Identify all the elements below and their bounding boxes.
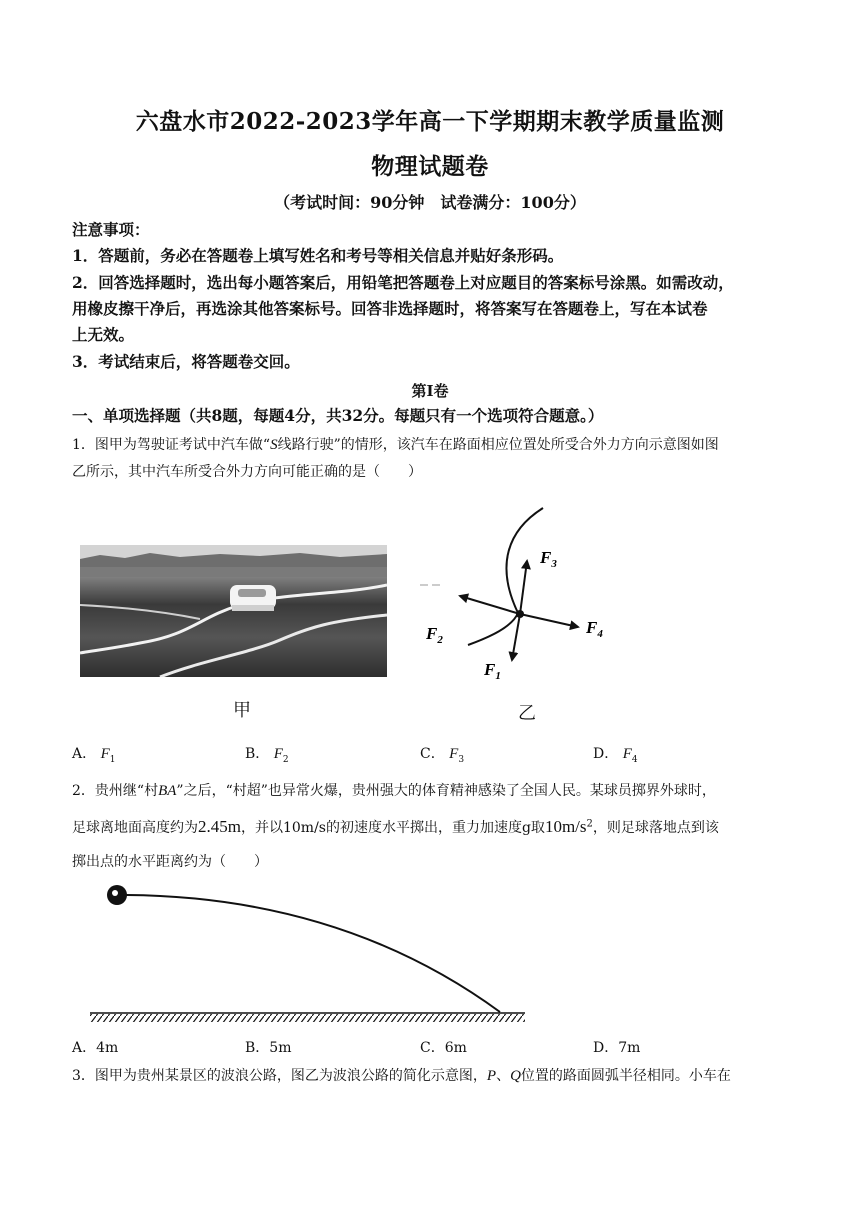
question-1-line-1: 1．图甲为驾驶证考试中汽车做“S线路行驶”的情形，该汽车在路面相应位置处所受合外力方向示意图如图 <box>72 437 719 453</box>
figure-caption-jia: 甲 <box>233 700 251 721</box>
force-f4-label: $F_4$ <box>586 618 603 640</box>
notice-item: 用橡皮擦干净后，再选涂其他答案标号。回答非选择题时，将答案写在答题卷上，写在本试卷 <box>72 299 708 318</box>
question-2-line-1: 2．贵州继“村BA”之后，“村超”也异常火爆，贵州强大的体育精神感染了全国人民。某球员掷界外球时， <box>72 783 716 799</box>
s-curve-path <box>468 508 543 645</box>
question-1-line-2: 乙所示，其中汽车所受合外力方向可能正确的是（ ） <box>72 464 422 480</box>
notice-item: 上无效。 <box>72 325 135 344</box>
force-f2-label: $F_2$ <box>426 624 443 646</box>
question-3-line-1: 3．图甲为贵州某景区的波浪公路，图乙为波浪公路的简化示意图，P、Q位置的路面圆弧半径相同。小车在 <box>72 1068 731 1084</box>
option-c: C． $F_3$ <box>420 746 465 765</box>
option-a: A．4m <box>72 1040 119 1056</box>
notice-item: 2．回答选择题时，选出每小题答案后，用铅笔把答题卷上对应题目的答案标号涂黑。如需改动， <box>72 273 734 292</box>
ground-hatch <box>90 1014 525 1022</box>
notice-item: 3．考试结束后，将答题卷交回。 <box>72 352 300 371</box>
option-b: B． $F_2$ <box>245 746 289 765</box>
option-c: C．6m <box>420 1040 467 1056</box>
trajectory-diagram <box>90 880 530 1025</box>
notice-item: 1．答题前，务必在答题卷上填写姓名和考号等相关信息并贴好条形码。 <box>72 246 564 265</box>
driving-test-photo <box>80 545 387 677</box>
option-d: D．7m <box>593 1040 641 1056</box>
paper-subtitle: 物理试题卷 <box>371 153 489 180</box>
force-diagram <box>420 505 620 690</box>
car-point <box>516 610 524 618</box>
notice-heading: 注意事项： <box>72 220 150 239</box>
option-a: A． $F_1$ <box>72 746 116 765</box>
page-title: 六盘水市2022-2023学年高一下学期期末教学质量监测 <box>135 108 725 135</box>
volume-label: 第I卷 <box>411 382 449 400</box>
option-d: D． $F_4$ <box>593 746 638 765</box>
section-heading: 一、单项选择题（共8题，每题4分，共32分。每题只有一个选项符合题意。） <box>72 406 604 425</box>
ball-trajectory <box>120 895 500 1012</box>
force-f1-label: $F_1$ <box>484 660 501 682</box>
force-f3-label: $F_3$ <box>540 548 557 570</box>
question-2-line-3: 掷出点的水平距离约为（ ） <box>72 854 268 870</box>
force-f3-arrow <box>520 561 527 614</box>
exam-info: （考试时间：90分钟 试卷满分：100分） <box>274 193 586 212</box>
question-2-line-2: 足球离地面高度约为2.45m，并以10m/s的初速度水平掷出，重力加速度g取$10m/s^2$，则足球落地点到该 <box>72 817 719 836</box>
figure-caption-yi: 乙 <box>518 703 536 724</box>
option-b: B．5m <box>245 1040 292 1056</box>
force-f4-arrow <box>520 614 578 627</box>
